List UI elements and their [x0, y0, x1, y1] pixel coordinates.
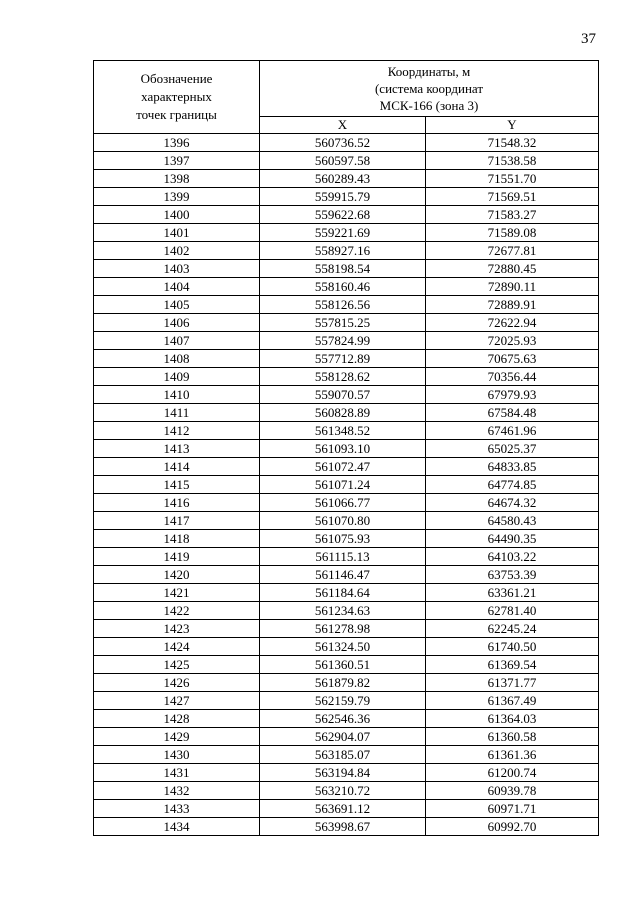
point-cell: 1431	[94, 764, 260, 782]
point-cell: 1401	[94, 224, 260, 242]
y-cell: 72677.81	[426, 242, 599, 260]
y-cell: 64490.35	[426, 530, 599, 548]
table-row	[94, 584, 599, 602]
point-cell: 1434	[94, 818, 260, 836]
x-cell: 562904.07	[260, 728, 426, 746]
point-cell: 1430	[94, 746, 260, 764]
table-row	[94, 710, 599, 728]
header-y: Y	[426, 117, 599, 134]
point-cell: 1424	[94, 638, 260, 656]
point-cell: 1404	[94, 278, 260, 296]
table-row	[94, 314, 599, 332]
y-cell: 61369.54	[426, 656, 599, 674]
x-cell: 561075.93	[260, 530, 426, 548]
y-cell: 62781.40	[426, 602, 599, 620]
x-cell: 557712.89	[260, 350, 426, 368]
header-point-designation	[94, 61, 260, 134]
table-row	[94, 170, 599, 188]
point-cell: 1422	[94, 602, 260, 620]
x-cell: 562546.36	[260, 710, 426, 728]
x-cell: 559622.68	[260, 206, 426, 224]
point-cell: 1402	[94, 242, 260, 260]
point-cell: 1410	[94, 386, 260, 404]
table-row	[94, 206, 599, 224]
point-cell: 1400	[94, 206, 260, 224]
y-cell: 72880.45	[426, 260, 599, 278]
table-row	[94, 350, 599, 368]
point-cell: 1425	[94, 656, 260, 674]
x-cell: 561071.24	[260, 476, 426, 494]
point-cell: 1408	[94, 350, 260, 368]
header-point-designation-line: точек границы	[136, 107, 217, 122]
point-cell: 1433	[94, 800, 260, 818]
table-row	[94, 764, 599, 782]
table-row	[94, 476, 599, 494]
point-cell: 1403	[94, 260, 260, 278]
y-cell: 71569.51	[426, 188, 599, 206]
table-row	[94, 152, 599, 170]
x-cell: 563998.67	[260, 818, 426, 836]
point-cell: 1428	[94, 710, 260, 728]
x-cell: 563185.07	[260, 746, 426, 764]
point-cell: 1419	[94, 548, 260, 566]
y-cell: 72890.11	[426, 278, 599, 296]
y-cell: 61360.58	[426, 728, 599, 746]
header-point-designation-line: Обозначение	[140, 71, 213, 86]
point-cell: 1407	[94, 332, 260, 350]
x-cell: 558128.62	[260, 368, 426, 386]
x-cell: 561066.77	[260, 494, 426, 512]
x-cell: 560289.43	[260, 170, 426, 188]
y-cell: 61367.49	[426, 692, 599, 710]
y-cell: 72889.91	[426, 296, 599, 314]
x-cell: 558126.56	[260, 296, 426, 314]
point-cell: 1398	[94, 170, 260, 188]
x-cell: 563210.72	[260, 782, 426, 800]
table-row	[94, 242, 599, 260]
point-cell: 1423	[94, 620, 260, 638]
table-row	[94, 638, 599, 656]
table-row	[94, 692, 599, 710]
y-cell: 67584.48	[426, 404, 599, 422]
header-x: X	[260, 117, 426, 134]
table-row	[94, 602, 599, 620]
table-row	[94, 404, 599, 422]
point-cell: 1418	[94, 530, 260, 548]
y-cell: 64833.85	[426, 458, 599, 476]
table-row	[94, 674, 599, 692]
page-number: 37	[581, 31, 596, 47]
point-cell: 1420	[94, 566, 260, 584]
y-cell: 60939.78	[426, 782, 599, 800]
table-row	[94, 440, 599, 458]
point-cell: 1405	[94, 296, 260, 314]
x-cell: 558198.54	[260, 260, 426, 278]
y-cell: 62245.24	[426, 620, 599, 638]
table-row	[94, 368, 599, 386]
point-cell: 1413	[94, 440, 260, 458]
y-cell: 70356.44	[426, 368, 599, 386]
table-row	[94, 494, 599, 512]
y-cell: 71548.32	[426, 134, 599, 152]
y-cell: 64674.32	[426, 494, 599, 512]
x-cell: 563691.12	[260, 800, 426, 818]
y-cell: 60992.70	[426, 818, 599, 836]
table-row	[94, 620, 599, 638]
table-row	[94, 548, 599, 566]
y-cell: 71551.70	[426, 170, 599, 188]
x-cell: 562159.79	[260, 692, 426, 710]
x-cell: 561115.13	[260, 548, 426, 566]
point-cell: 1415	[94, 476, 260, 494]
point-cell: 1411	[94, 404, 260, 422]
x-cell: 560736.52	[260, 134, 426, 152]
table-row	[94, 728, 599, 746]
point-cell: 1396	[94, 134, 260, 152]
y-cell: 63361.21	[426, 584, 599, 602]
table-row	[94, 332, 599, 350]
x-cell: 558160.46	[260, 278, 426, 296]
y-cell: 60971.71	[426, 800, 599, 818]
y-cell: 71538.58	[426, 152, 599, 170]
x-cell: 561324.50	[260, 638, 426, 656]
point-cell: 1416	[94, 494, 260, 512]
x-cell: 561070.80	[260, 512, 426, 530]
table-body	[94, 134, 599, 836]
table-row	[94, 386, 599, 404]
y-cell: 65025.37	[426, 440, 599, 458]
x-cell: 558927.16	[260, 242, 426, 260]
table-row	[94, 224, 599, 242]
header-coordinates	[260, 61, 599, 117]
x-cell: 559915.79	[260, 188, 426, 206]
point-cell: 1406	[94, 314, 260, 332]
x-cell: 557824.99	[260, 332, 426, 350]
y-cell: 64774.85	[426, 476, 599, 494]
table-row	[94, 512, 599, 530]
point-cell: 1399	[94, 188, 260, 206]
x-cell: 561184.64	[260, 584, 426, 602]
y-cell: 61200.74	[426, 764, 599, 782]
table-row	[94, 566, 599, 584]
x-cell: 561093.10	[260, 440, 426, 458]
y-cell: 71589.08	[426, 224, 599, 242]
table-row	[94, 260, 599, 278]
y-cell: 67979.93	[426, 386, 599, 404]
x-cell: 561348.52	[260, 422, 426, 440]
y-cell: 61361.36	[426, 746, 599, 764]
x-cell: 559221.69	[260, 224, 426, 242]
point-cell: 1417	[94, 512, 260, 530]
x-cell: 561234.63	[260, 602, 426, 620]
table-row	[94, 782, 599, 800]
y-cell: 71583.27	[426, 206, 599, 224]
table-header	[94, 61, 599, 134]
table-row	[94, 422, 599, 440]
y-cell: 64103.22	[426, 548, 599, 566]
point-cell: 1412	[94, 422, 260, 440]
table-row	[94, 746, 599, 764]
header-coordinates-line: Координаты, м	[387, 64, 471, 79]
point-cell: 1426	[94, 674, 260, 692]
point-cell: 1429	[94, 728, 260, 746]
point-cell: 1414	[94, 458, 260, 476]
x-cell: 560597.58	[260, 152, 426, 170]
header-point-designation-line: характерных	[141, 89, 212, 104]
y-cell: 61740.50	[426, 638, 599, 656]
y-cell: 67461.96	[426, 422, 599, 440]
table-row	[94, 530, 599, 548]
y-cell: 63753.39	[426, 566, 599, 584]
y-cell: 64580.43	[426, 512, 599, 530]
x-cell: 561146.47	[260, 566, 426, 584]
table-row	[94, 800, 599, 818]
point-cell: 1427	[94, 692, 260, 710]
y-cell: 72025.93	[426, 332, 599, 350]
header-coordinates-line: (система координат	[374, 81, 484, 96]
x-cell: 561278.98	[260, 620, 426, 638]
table-row	[94, 656, 599, 674]
x-cell: 560828.89	[260, 404, 426, 422]
table-row	[94, 188, 599, 206]
coordinates-table	[93, 60, 599, 836]
x-cell: 561879.82	[260, 674, 426, 692]
y-cell: 61371.77	[426, 674, 599, 692]
x-cell: 561072.47	[260, 458, 426, 476]
point-cell: 1397	[94, 152, 260, 170]
y-cell: 70675.63	[426, 350, 599, 368]
table-row	[94, 278, 599, 296]
y-cell: 72622.94	[426, 314, 599, 332]
point-cell: 1432	[94, 782, 260, 800]
table-row	[94, 458, 599, 476]
point-cell: 1409	[94, 368, 260, 386]
x-cell: 559070.57	[260, 386, 426, 404]
x-cell: 557815.25	[260, 314, 426, 332]
x-cell: 563194.84	[260, 764, 426, 782]
table-row	[94, 296, 599, 314]
point-cell: 1421	[94, 584, 260, 602]
table-row	[94, 818, 599, 836]
x-cell: 561360.51	[260, 656, 426, 674]
table-row	[94, 134, 599, 152]
header-coordinates-line: МСК-166 (зона 3)	[379, 98, 479, 113]
y-cell: 61364.03	[426, 710, 599, 728]
